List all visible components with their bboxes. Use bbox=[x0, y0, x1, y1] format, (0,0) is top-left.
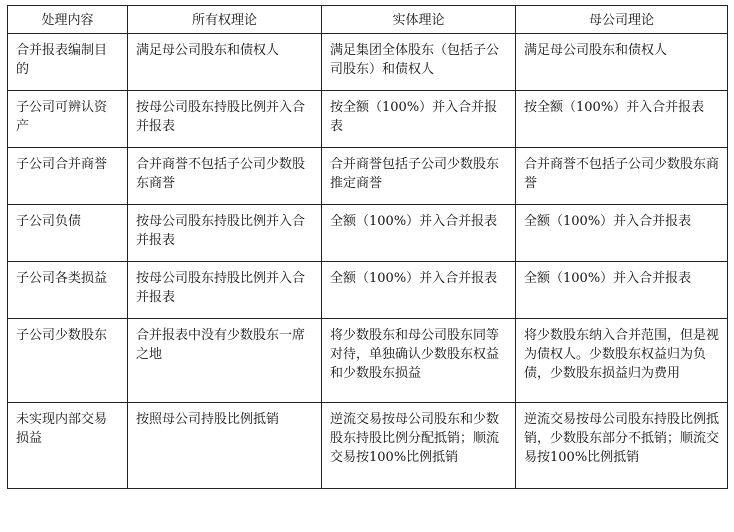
theory-comparison-table bbox=[7, 5, 728, 489]
table-cell: 子公司少数股东 bbox=[8, 319, 128, 403]
table-cell: 按母公司股东持股比例并入合并报表 bbox=[128, 262, 322, 319]
table-cell: 合并商誉包括子公司少数股东推定商誉 bbox=[322, 148, 516, 205]
table-cell: 按全额（100%）并入合并报表 bbox=[516, 91, 728, 148]
table-cell: 逆流交易按母公司股东持股比例抵销，少数股东部分不抵销；顺流交易按100%比例抵销 bbox=[516, 403, 728, 489]
table-row bbox=[8, 403, 728, 489]
table-cell: 未实现内部交易损益 bbox=[8, 403, 128, 489]
table-cell: 按母公司股东持股比例并入合并报表 bbox=[128, 205, 322, 262]
table-row bbox=[8, 262, 728, 319]
table-header bbox=[8, 6, 728, 34]
table-cell: 按全额（100%）并入合并报表 bbox=[322, 91, 516, 148]
table-cell: 将少数股东和母公司股东同等对待，单独确认少数股东权益和少数股东损益 bbox=[322, 319, 516, 403]
table-cell: 满足母公司股东和债权人 bbox=[516, 34, 728, 91]
table-cell: 全额（100%）并入合并报表 bbox=[516, 205, 728, 262]
table-row bbox=[8, 148, 728, 205]
table-cell: 逆流交易按母公司股东和少数股东持股比例分配抵销；顺流交易按100%比例抵销 bbox=[322, 403, 516, 489]
table-row bbox=[8, 319, 728, 403]
table-cell: 全额（100%）并入合并报表 bbox=[322, 205, 516, 262]
header-cell-parent-company-theory: 母公司理论 bbox=[516, 6, 728, 34]
table-cell: 合并报表编制目的 bbox=[8, 34, 128, 91]
table-row bbox=[8, 91, 728, 148]
table-cell: 按母公司股东持股比例并入合并报表 bbox=[128, 91, 322, 148]
table-cell: 满足母公司股东和债权人 bbox=[128, 34, 322, 91]
table-cell: 合并报表中没有少数股东一席之地 bbox=[128, 319, 322, 403]
table-cell: 子公司合并商誉 bbox=[8, 148, 128, 205]
header-cell-entity-theory: 实体理论 bbox=[322, 6, 516, 34]
table-cell: 子公司负债 bbox=[8, 205, 128, 262]
table-cell: 将少数股东纳入合并范围，但是视为债权人。少数股东权益归为负债，少数股东损益归为费用 bbox=[516, 319, 728, 403]
table-cell: 子公司可辨认资产 bbox=[8, 91, 128, 148]
table-row bbox=[8, 34, 728, 91]
table-cell: 合并商誉不包括子公司少数股东商誉 bbox=[516, 148, 728, 205]
table-cell: 全额（100%）并入合并报表 bbox=[322, 262, 516, 319]
table-cell: 合并商誉不包括子公司少数股东商誉 bbox=[128, 148, 322, 205]
table-cell: 子公司各类损益 bbox=[8, 262, 128, 319]
table-row bbox=[8, 205, 728, 262]
header-row bbox=[8, 6, 728, 34]
table-cell: 按照母公司持股比例抵销 bbox=[128, 403, 322, 489]
header-cell-ownership-theory: 所有权理论 bbox=[128, 6, 322, 34]
table-body bbox=[8, 34, 728, 489]
header-cell-item: 处理内容 bbox=[8, 6, 128, 34]
table-cell: 全额（100%）并入合并报表 bbox=[516, 262, 728, 319]
table-cell: 满足集团全体股东（包括子公司股东）和债权人 bbox=[322, 34, 516, 91]
